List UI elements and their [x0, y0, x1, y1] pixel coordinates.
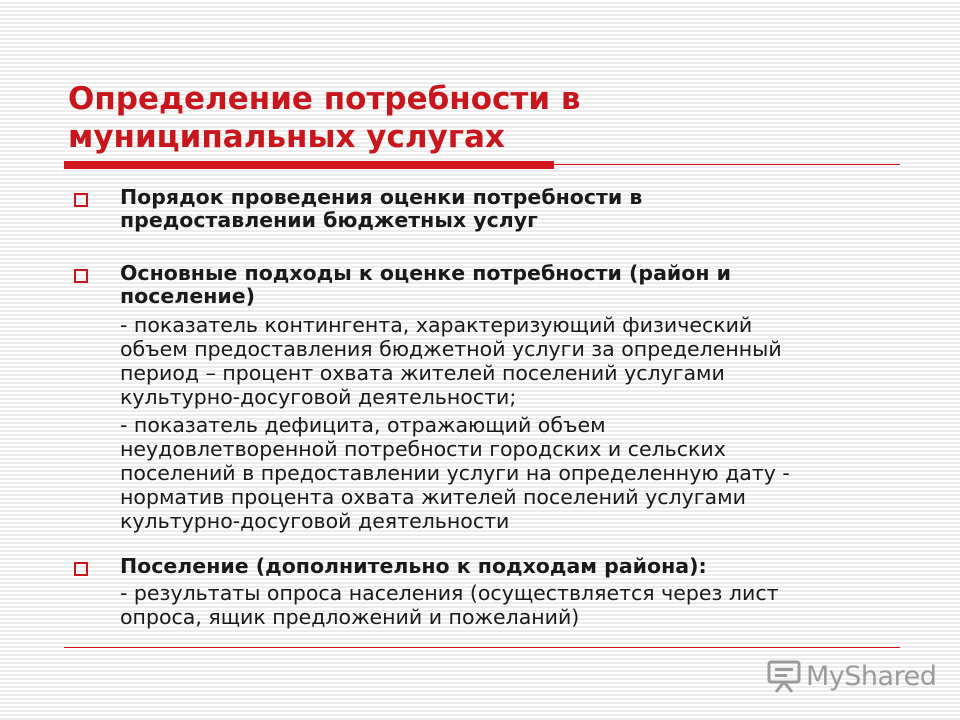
- sub-item-line: - показатель дефицита, отражающий объем: [120, 413, 606, 437]
- sub-item-line: - результаты опроса населения (осуществляется через лист: [120, 581, 779, 605]
- bullet-heading-line: Основные подходы к оценке потребности (район и: [120, 261, 732, 285]
- slide-title: [68, 80, 868, 156]
- sub-item-line: неудовлетворенной потребности городских и сельских: [120, 437, 726, 461]
- watermark-logo: [766, 656, 936, 696]
- footer-divider: [64, 647, 900, 648]
- bullet-heading: [120, 262, 910, 308]
- title-divider: [554, 164, 900, 165]
- sub-item-line: поселений в предоставлении услуги на определенную дату -: [120, 461, 790, 485]
- watermark-text: MyShared: [806, 660, 937, 692]
- bullet-item-approaches: [70, 262, 910, 533]
- sub-item-line: норматив процента охвата жителей поселений услугами: [120, 485, 746, 509]
- bullet-list: [70, 186, 910, 629]
- square-bullet-icon: [74, 269, 88, 283]
- presentation-board-icon: [766, 658, 802, 694]
- bullet-heading: [120, 555, 910, 578]
- square-bullet-icon: [74, 193, 88, 207]
- square-bullet-icon: [74, 562, 88, 576]
- bullet-heading-line: Поселение (дополнительно к подходам района):: [120, 554, 707, 578]
- sub-item-deficit-indicator: [120, 413, 910, 533]
- title-underline-bar: [64, 161, 554, 169]
- bullet-item-settlement: [70, 555, 910, 629]
- sub-item-line: объем предоставления бюджетной услуги за определенный: [120, 337, 782, 361]
- bullet-heading: [120, 186, 910, 232]
- slide-title-line: Определение потребности в: [68, 81, 581, 117]
- sub-item-line: культурно-досуговой деятельности: [120, 509, 510, 533]
- sub-item-survey-results: [120, 581, 910, 629]
- sub-item-contingent-indicator: [120, 313, 910, 409]
- bullet-heading-line: Порядок проведения оценки потребности в: [120, 185, 643, 209]
- sub-item-line: опроса, ящик предложений и пожеланий): [120, 605, 580, 629]
- bullet-heading-line: поселение): [120, 284, 256, 308]
- sub-item-line: период – процент охвата жителей поселений услугами: [120, 361, 725, 385]
- sub-item-line: - показатель контингента, характеризующий физический: [120, 313, 753, 337]
- bullet-heading-line: предоставлении бюджетных услуг: [120, 208, 538, 232]
- slide-title-line: муниципальных услугах: [68, 119, 505, 155]
- sub-item-line: культурно-досуговой деятельности;: [120, 385, 517, 409]
- bullet-item-procedure: [70, 186, 910, 232]
